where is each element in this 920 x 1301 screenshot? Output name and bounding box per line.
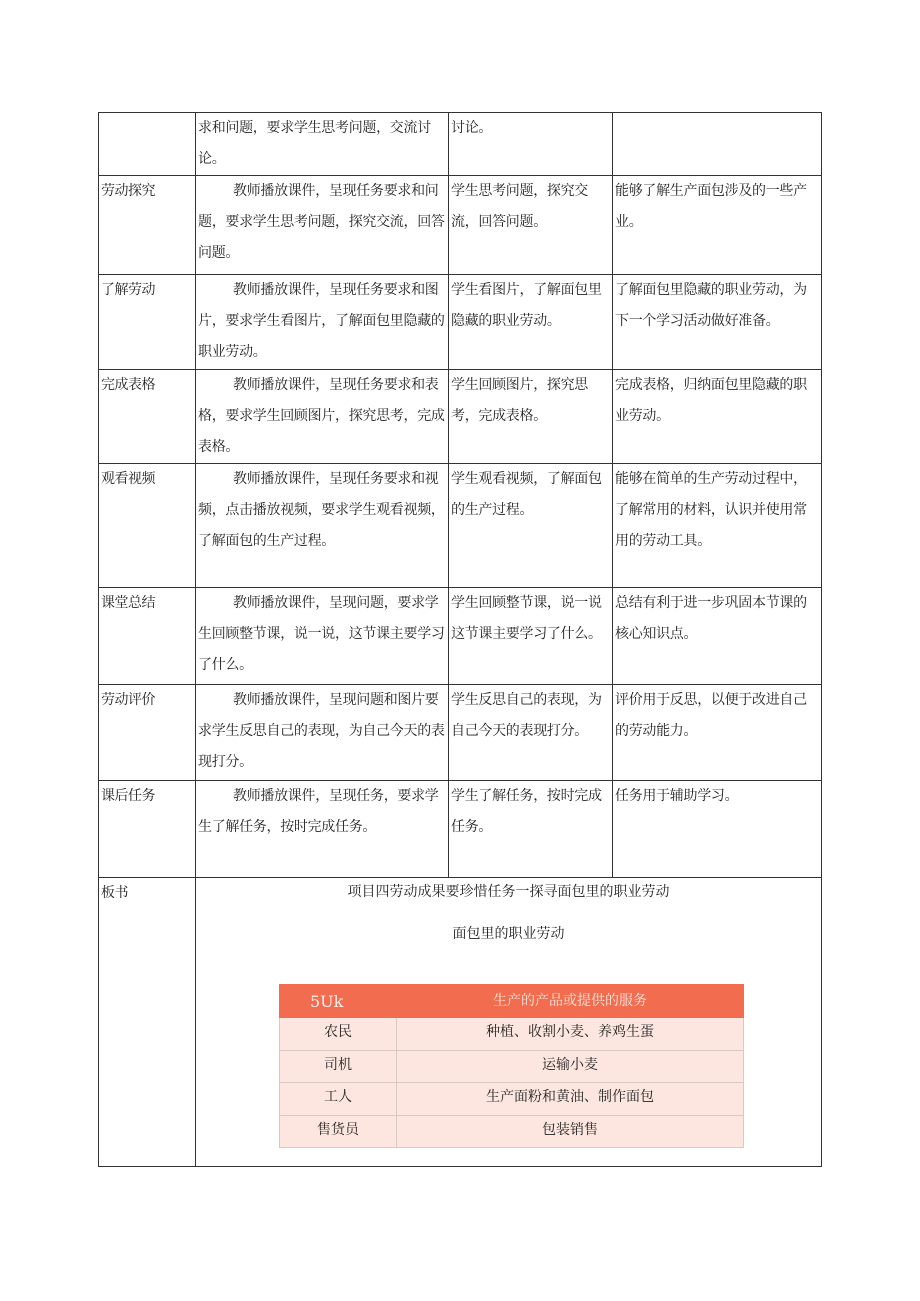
board-content bbox=[196, 878, 822, 1167]
stage-cell: 观看视频 bbox=[99, 464, 196, 588]
stage-cell: 课堂总结 bbox=[99, 588, 196, 685]
design-purpose-cell bbox=[613, 113, 822, 176]
student-activity-cell: 学生回顾图片，探究思考，完成表格。 bbox=[449, 370, 613, 464]
board-title: 项目四劳动成果要珍惜任务一探寻面包里的职业劳动 bbox=[347, 884, 670, 900]
table-row bbox=[99, 464, 822, 588]
design-purpose-cell: 评价用于反思，以便于改进自己的劳动能力。 bbox=[613, 685, 822, 781]
job-cell: 司机 bbox=[280, 1050, 397, 1082]
student-activity-cell: 讨论。 bbox=[449, 113, 613, 176]
table-row bbox=[280, 1083, 744, 1115]
service-column-header: 生产的产品或提供的服务 bbox=[397, 985, 744, 1018]
stage-cell: 课后任务 bbox=[99, 781, 196, 878]
job-cell: 农民 bbox=[280, 1018, 397, 1050]
table-row bbox=[99, 176, 822, 275]
lesson-plan-table bbox=[98, 112, 822, 1167]
board-subtitle: 面包里的职业劳动 bbox=[452, 926, 565, 942]
table-row bbox=[280, 1115, 744, 1147]
stage-cell: 完成表格 bbox=[99, 370, 196, 464]
table-row bbox=[99, 113, 822, 176]
student-activity-cell: 学生回顾整节课，说一说这节课主要学习了什么。 bbox=[449, 588, 613, 685]
teacher-activity-cell: 教师播放课件，呈现问题和图片要求学生反思自己的表现，为自己今天的表现打分。 bbox=[196, 685, 449, 781]
service-cell: 种植、收割小麦、养鸡生蛋 bbox=[397, 1018, 744, 1050]
table-row bbox=[99, 275, 822, 370]
job-services-table bbox=[279, 984, 744, 1148]
student-activity-cell: 学生观看视频，了解面包的生产过程。 bbox=[449, 464, 613, 588]
stage-cell: 了解劳动 bbox=[99, 275, 196, 370]
teacher-activity-cell: 教师播放课件，呈现任务要求和视频，点击播放视频，要求学生观看视频，了解面包的生产过程。 bbox=[196, 464, 449, 588]
stage-cell bbox=[99, 113, 196, 176]
board-row bbox=[99, 878, 822, 1167]
board-label: 板书 bbox=[99, 878, 196, 1167]
teacher-activity-cell: 教师播放课件，呈现任务要求和表格，要求学生回顾图片，探究思考，完成表格。 bbox=[196, 370, 449, 464]
table-row bbox=[280, 1018, 744, 1050]
teacher-activity-cell: 教师播放课件，呈现问题，要求学生回顾整节课，说一说，这节课主要学习了什么。 bbox=[196, 588, 449, 685]
teacher-activity-cell: 教师播放课件，呈现任务要求和问题，要求学生思考问题，探究交流，回答问题。 bbox=[196, 176, 449, 275]
service-cell: 运输小麦 bbox=[397, 1050, 744, 1082]
job-table-header bbox=[280, 985, 744, 1018]
table-row bbox=[280, 1050, 744, 1082]
table-row bbox=[99, 781, 822, 878]
student-activity-cell: 学生思考问题，探究交流，回答问题。 bbox=[449, 176, 613, 275]
job-cell: 售货员 bbox=[280, 1115, 397, 1147]
teacher-activity-cell: 求和问题，要求学生思考问题，交流讨论。 bbox=[196, 113, 449, 176]
table-row bbox=[99, 370, 822, 464]
job-cell: 工人 bbox=[280, 1083, 397, 1115]
student-activity-cell: 学生看图片，了解面包里隐藏的职业劳动。 bbox=[449, 275, 613, 370]
table-row bbox=[99, 588, 822, 685]
design-purpose-cell: 能够了解生产面包涉及的一些产业。 bbox=[613, 176, 822, 275]
design-purpose-cell: 总结有利于进一步巩固本节课的核心知识点。 bbox=[613, 588, 822, 685]
student-activity-cell: 学生反思自己的表现，为自己今天的表现打分。 bbox=[449, 685, 613, 781]
service-cell: 生产面粉和黄油、制作面包 bbox=[397, 1083, 744, 1115]
teacher-activity-cell: 教师播放课件，呈现任务要求和图片，要求学生看图片，了解面包里隐藏的职业劳动。 bbox=[196, 275, 449, 370]
logo-text: 5Uk bbox=[280, 985, 397, 1018]
table-row bbox=[99, 685, 822, 781]
design-purpose-cell: 任务用于辅助学习。 bbox=[613, 781, 822, 878]
stage-cell: 劳动探究 bbox=[99, 176, 196, 275]
service-cell: 包装销售 bbox=[397, 1115, 744, 1147]
design-purpose-cell: 了解面包里隐藏的职业劳动，为下一个学习活动做好准备。 bbox=[613, 275, 822, 370]
teacher-activity-cell: 教师播放课件，呈现任务，要求学生了解任务，按时完成任务。 bbox=[196, 781, 449, 878]
student-activity-cell: 学生了解任务，按时完成任务。 bbox=[449, 781, 613, 878]
design-purpose-cell: 能够在简单的生产劳动过程中，了解常用的材料，认识并使用常用的劳动工具。 bbox=[613, 464, 822, 588]
design-purpose-cell: 完成表格，归纳面包里隐藏的职业劳动。 bbox=[613, 370, 822, 464]
stage-cell: 劳动评价 bbox=[99, 685, 196, 781]
